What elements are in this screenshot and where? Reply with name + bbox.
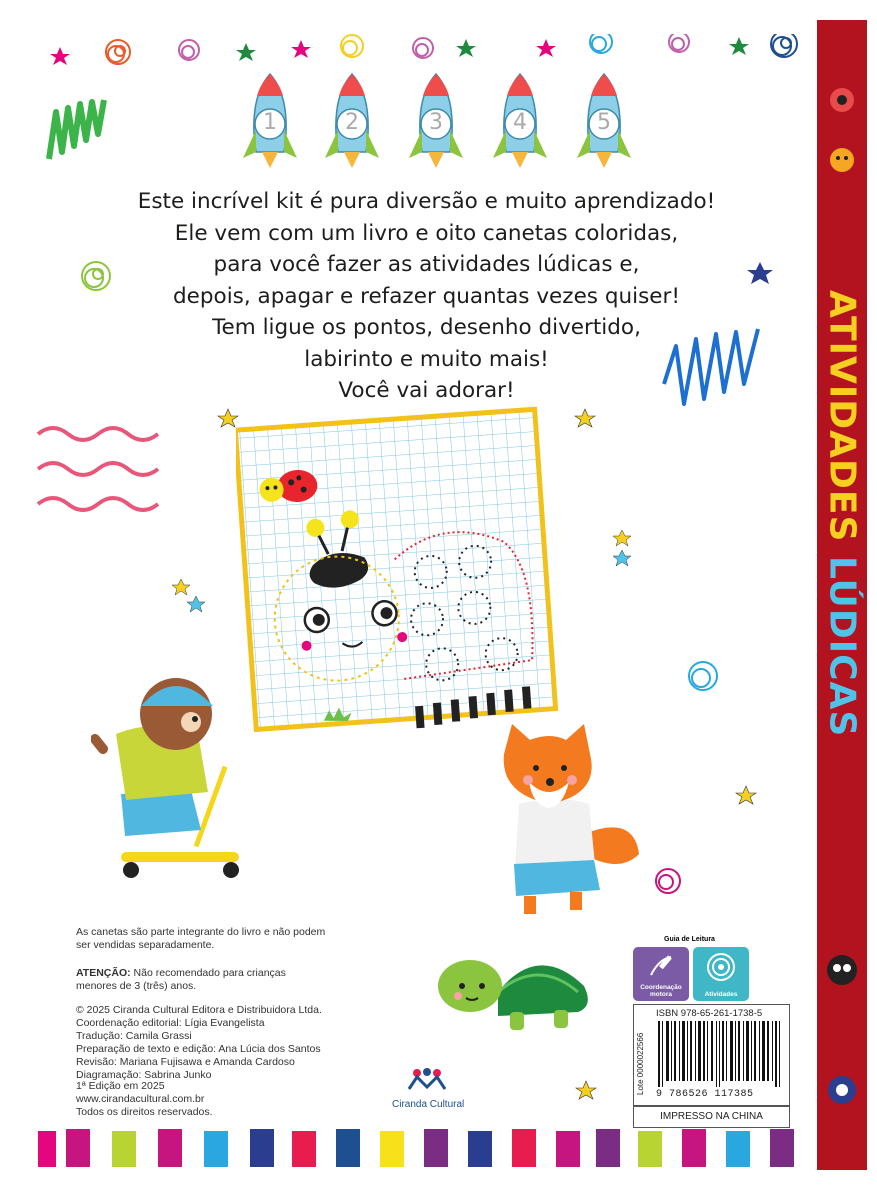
rocket-icon	[490, 72, 550, 172]
right-decorations	[726, 784, 766, 924]
warning-text: menores de 3 (três) anos.	[76, 980, 197, 992]
scribble-icon	[106, 40, 130, 64]
maze-icon	[705, 951, 737, 983]
scribble-icon	[341, 35, 363, 57]
scribble-icon	[689, 662, 717, 690]
publisher-logo	[392, 1067, 465, 1110]
star-icon	[729, 37, 749, 55]
fox-icon	[484, 724, 644, 919]
credit-line: Revisão: Mariana Fujisawa e Amanda Cardoso	[76, 1056, 295, 1068]
credit-line: Preparação de texto e edição: Ana Lúcia dos Santos	[76, 1043, 321, 1055]
warning-label: ATENÇÃO:	[76, 967, 131, 979]
scribble-icon	[648, 866, 688, 896]
scribble-icon	[664, 329, 758, 404]
book-spine	[817, 20, 867, 1170]
blurb-line: para você fazer as atividades lúdicas e,	[213, 252, 640, 277]
rocket-number: 5	[597, 110, 611, 135]
credit-line: Coordenação editorial: Lígia Evangelista	[76, 1017, 265, 1029]
blurb-line: Você vai adorar!	[338, 378, 515, 403]
credit-line: © 2025 Ciranda Cultural Editora e Distribuidora Ltda.	[76, 1004, 322, 1016]
star-icon	[172, 579, 190, 595]
spine-title-word1: ATIVIDADES	[821, 290, 863, 543]
star-icon	[218, 409, 238, 427]
scribble-icon	[179, 40, 199, 60]
rocket-icon	[240, 72, 300, 172]
turtle-icon	[436, 952, 596, 1034]
spine-title	[822, 290, 863, 737]
star-icon	[236, 43, 256, 61]
rocket-number: 2	[345, 110, 359, 135]
pens-notice	[76, 926, 325, 952]
rocket-number: 4	[513, 110, 527, 135]
scribble-icon	[413, 38, 433, 58]
scribble-icon	[771, 34, 797, 57]
blurb-line: Tem ligue os pontos, desenho divertido,	[212, 315, 641, 340]
guide-card-motor	[633, 947, 689, 1001]
barcode-icon	[656, 1021, 784, 1087]
rocket-icon	[322, 72, 382, 172]
publisher-logo-icon	[407, 1067, 447, 1095]
rights-line: Todos os direitos reservados.	[76, 1106, 213, 1118]
star-icon	[187, 596, 205, 612]
edition-line: 1ª Edição em 2025	[76, 1080, 165, 1092]
star-icon	[613, 530, 631, 546]
warning-text: Não recomendado para crianças	[130, 967, 286, 979]
star-icon	[613, 550, 631, 566]
blurb-line: labirinto e muito mais!	[304, 346, 549, 372]
isbn-number: ISBN 978-65-261-1738-5	[656, 1008, 763, 1019]
website-link: www.cirandacultural.com.br	[76, 1093, 205, 1105]
star-icon	[291, 40, 311, 58]
star-icon	[574, 1079, 598, 1103]
spine-ladybug-icon	[825, 80, 859, 190]
star-icon	[736, 786, 756, 804]
pen-caps-row	[36, 1119, 817, 1167]
star-icon	[747, 262, 773, 284]
blurb-line: Este incrível kit é pura diversão e muito aprendizado!	[137, 189, 716, 214]
isbn-block	[633, 1004, 790, 1106]
credit-line: Tradução: Camila Grassi	[76, 1030, 192, 1042]
scribble-icon	[590, 34, 612, 53]
reading-guide-label: Guia de Leitura	[661, 936, 718, 943]
publisher-name: Ciranda Cultural	[392, 1099, 465, 1110]
reading-guide	[633, 936, 751, 1003]
pens-notice-line: As canetas são parte integrante do livro e não podem	[76, 926, 326, 938]
scribble-icon	[38, 428, 158, 510]
rocket-icon	[574, 72, 634, 172]
spine-characters-icon	[825, 950, 859, 1120]
blurb-line: Ele vem com um livro e oito canetas coloridas,	[174, 220, 679, 246]
rocket-number: 3	[429, 110, 443, 135]
star-icon	[536, 39, 556, 57]
guide-card-caption: Coordenação motora	[640, 984, 682, 998]
pen-caps-icon	[36, 1119, 817, 1167]
guide-card-activities	[693, 947, 749, 1001]
pen-icon	[647, 953, 675, 981]
credit-line: Diagramação: Sabrina Junko	[76, 1069, 212, 1081]
star-icon	[50, 47, 70, 65]
bear-icon	[91, 664, 266, 884]
star-icon	[575, 409, 595, 427]
scribble-icon	[44, 94, 114, 164]
spine-title-word2: LÚDICAS	[821, 555, 863, 738]
credits	[76, 1004, 322, 1082]
star-icon	[456, 39, 476, 57]
scribble-icon	[669, 34, 689, 52]
activity-grid-illustration	[236, 399, 566, 754]
lot-number: Lote 0000022566	[636, 1032, 645, 1095]
back-cover	[36, 34, 817, 1167]
age-warning	[76, 967, 286, 993]
pens-notice-line: ser vendidas separadamente.	[76, 939, 215, 951]
scribble-icon	[82, 262, 110, 290]
guide-card-caption: Atividades	[704, 991, 738, 998]
rocket-number: 1	[263, 110, 277, 135]
made-in-label: IMPRESSO NA CHINA	[633, 1106, 790, 1128]
edition-info	[76, 1080, 213, 1119]
barcode-digits: 9 786526 117385	[656, 1089, 754, 1100]
blurb-line: depois, apagar e refazer quantas vezes quiser!	[173, 283, 680, 309]
rocket-icon	[406, 72, 466, 172]
rockets-row	[240, 72, 640, 172]
